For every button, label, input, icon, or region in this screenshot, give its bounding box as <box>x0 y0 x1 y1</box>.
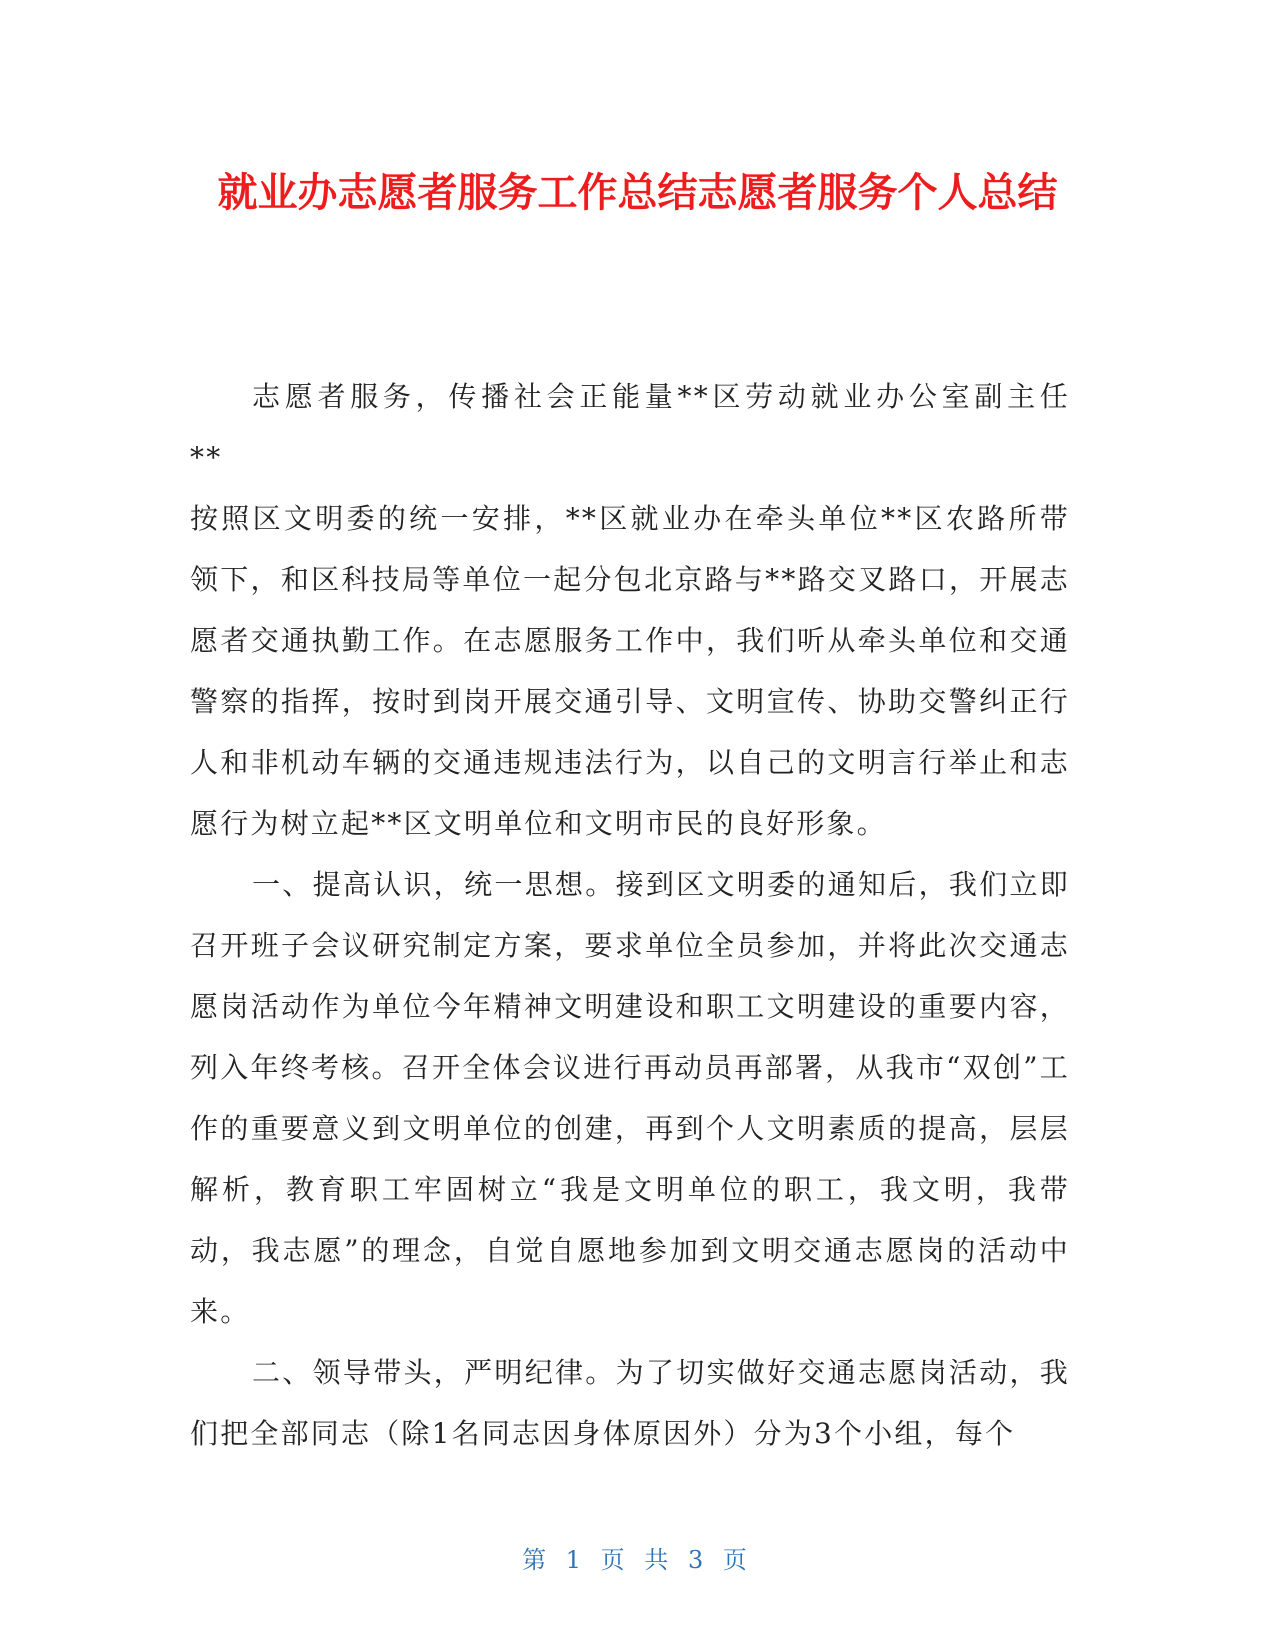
document-title: 就业办志愿者服务工作总结志愿者服务个人总结 <box>217 170 1058 216</box>
body-paragraph-section-1: 一、提高认识，统一思想。接到区文明委的通知后，我们立即召开班子会议研究制定方案，要求单位全员参加，并将此次交通志愿岗活动作为单位今年精神文明建设和职工文明建设的重要内容，列入年终考核。召开全体会议进行再动员再部署，从我市“双创”工作的重要意义到文明单位的创建，再到个人文明素质的提高，层层解析，教育职工牢固树立“我是文明单位的职工，我文明，我带动，我志愿”的理念，自觉自愿地参加到文明交通志愿岗的活动中来。 <box>190 868 1070 1328</box>
body-paragraph-section-2: 二、领导带头，严明纪律。为了切实做好交通志愿岗活动，我们把全部同志（除1名同志因身体原因外）分为3个小组，每个 <box>190 1356 1070 1450</box>
page-number-footer: 第 1 页 共 3 页 <box>522 1546 753 1574</box>
body-paragraph-intro: 按照区文明委的统一安排，**区就业办在牵头单位**区农路所带领下，和区科技局等单位一起分包北京路与**路交叉路口，开展志愿者交通执勤工作。在志愿服务工作中，我们听从牵头单位和交通警察的指挥，按时到岗开展交通引导、文明宣传、协助交警纠正行人和非机动车辆的交通违规违法行为，以自己的文明言行举止和志愿行为树立起**区文明单位和文明市民的良好形象。 <box>190 502 1070 840</box>
byline-paragraph: 志愿者服务，传播社会正能量**区劳动就业办公室副主任 ** <box>190 380 1101 474</box>
document-body <box>190 366 1101 1464</box>
